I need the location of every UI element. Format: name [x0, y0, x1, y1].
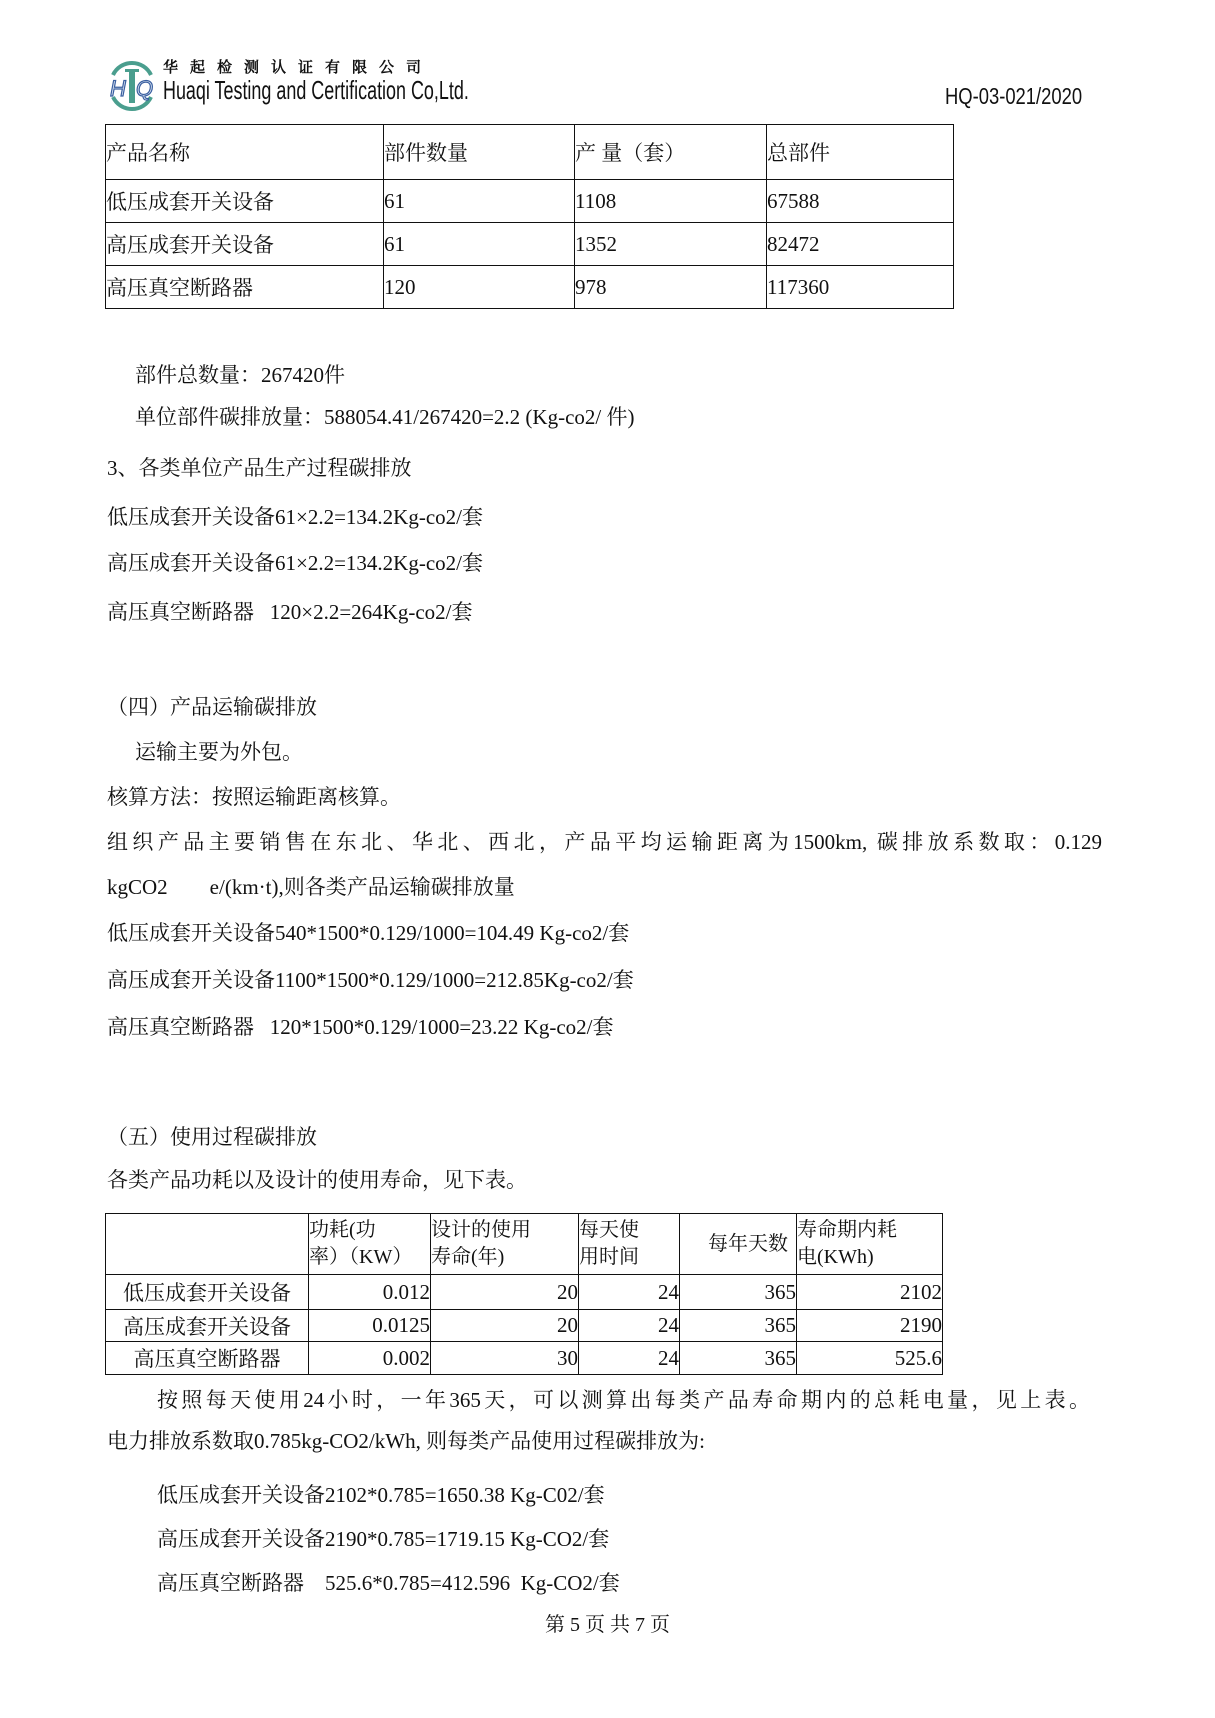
usage-line: 高压成套开关设备2190*0.785=1719.15 Kg-CO2/套 [157, 1527, 610, 1551]
cell-power: 0.012 [309, 1275, 431, 1310]
cell-product: 高压真空断路器 [106, 266, 384, 309]
transport-outsourced-text: 运输主要为外包。 [135, 740, 303, 764]
usage-calc-line2: 电力排放系数取0.785kg-CO2/kWh, 则每类产品使用过程碳排放为: [107, 1429, 705, 1453]
power-lifetime-table [105, 1213, 943, 1375]
table-row [106, 223, 954, 266]
header-total-parts: 总部件 [767, 125, 954, 180]
cell-part-count: 120 [384, 266, 575, 309]
cell-power: 0.002 [309, 1342, 431, 1375]
cell-design-life: 30 [431, 1342, 579, 1375]
transport-line: 高压成套开关设备1100*1500*0.129/1000=212.85Kg-co2/套 [107, 968, 634, 992]
logo-letter-left: H [110, 76, 126, 101]
cell-lifetime-energy: 2102 [797, 1275, 943, 1310]
header-line: 寿命(年) [431, 1246, 505, 1268]
production-line: 低压成套开关设备61×2.2=134.2Kg-co2/套 [107, 505, 483, 529]
cell-part-count: 61 [384, 180, 575, 223]
header-line: 寿命期内耗 [797, 1219, 897, 1241]
header-line: 率）（KW） [309, 1246, 413, 1268]
header-line: 每年天数 [708, 1232, 788, 1255]
production-heading: 3、各类单位产品生产过程碳排放 [107, 456, 412, 480]
header-line: 功耗(功 [309, 1219, 376, 1241]
cell-daily-hours: 24 [579, 1342, 680, 1375]
usage-calc-line1: 按照每天使用24小时，一年365天，可以测算出每类产品寿命期内的总耗电量，见上表。 [157, 1388, 1090, 1412]
cell-output: 1352 [575, 223, 767, 266]
header-power [309, 1214, 431, 1275]
cell-daily-hours: 24 [579, 1275, 680, 1310]
transport-description-line2: kgCO2 e/(km·t),则各类产品运输碳排放量 [107, 875, 515, 899]
document-code: HQ-03-021/2020 [945, 83, 1083, 109]
usage-heading: （五）使用过程碳排放 [107, 1125, 317, 1149]
logo-center-bar-top [125, 69, 139, 72]
cell-output: 1108 [575, 180, 767, 223]
logo-center-bar [129, 69, 135, 103]
header-line: 电(KWh) [797, 1246, 874, 1268]
transport-heading: （四）产品运输碳排放 [107, 695, 317, 719]
header-output: 产 量（套） [575, 125, 767, 180]
header-corner-empty [106, 1214, 309, 1275]
unit-emission-text: 单位部件碳排放量：588054.41/267420=2.2 (Kg-co2/ 件) [135, 405, 635, 429]
cell-part-count: 61 [384, 223, 575, 266]
cell-total-parts: 82472 [767, 223, 954, 266]
header-days-per-year [680, 1214, 797, 1275]
cell-total-parts: 67588 [767, 180, 954, 223]
total-parts-text: 部件总数量：267420件 [135, 363, 345, 387]
header-daily-hours [579, 1214, 680, 1275]
header-lifetime-energy [797, 1214, 943, 1275]
cell-output: 978 [575, 266, 767, 309]
cell-design-life: 20 [431, 1275, 579, 1310]
table-row [106, 1275, 943, 1310]
cell-days-per-year: 365 [680, 1310, 797, 1342]
header-line: 每天使 [579, 1219, 639, 1241]
usage-line: 高压真空断路器 525.6*0.785=412.596 Kg-CO2/套 [157, 1571, 620, 1595]
transport-description-line1: 组织产品主要销售在东北、华北、西北，产品平均运输距离为1500km, 碳排放系数取：0.129 [107, 830, 1102, 854]
usage-intro-text: 各类产品功耗以及设计的使用寿命，见下表。 [107, 1168, 527, 1192]
cell-product: 高压成套开关设备 [106, 1310, 309, 1342]
cell-product: 高压成套开关设备 [106, 223, 384, 266]
table-row [106, 1310, 943, 1342]
company-name-en: Huaqi Testing and Certification Co,Ltd. [163, 75, 469, 105]
header-line: 设计的使用 [431, 1219, 531, 1241]
header-line: 用时间 [579, 1246, 639, 1268]
header-part-count: 部件数量 [384, 125, 575, 180]
cell-power: 0.0125 [309, 1310, 431, 1342]
parts-count-table [105, 124, 954, 309]
cell-daily-hours: 24 [579, 1310, 680, 1342]
logo-letter-right: Q [136, 76, 154, 101]
usage-line: 低压成套开关设备2102*0.785=1650.38 Kg-C02/套 [157, 1483, 605, 1507]
transport-line: 低压成套开关设备540*1500*0.129/1000=104.49 Kg-co2/套 [107, 921, 630, 945]
cell-lifetime-energy: 525.6 [797, 1342, 943, 1375]
cell-total-parts: 117360 [767, 266, 954, 309]
table-row [106, 266, 954, 309]
table-row [106, 180, 954, 223]
transport-line: 高压真空断路器 120*1500*0.129/1000=23.22 Kg-co2/套 [107, 1015, 614, 1039]
production-line: 高压真空断路器 120×2.2=264Kg-co2/套 [107, 600, 473, 624]
company-logo-icon [108, 57, 156, 113]
table-header-row [106, 1214, 943, 1275]
cell-design-life: 20 [431, 1310, 579, 1342]
cell-product: 低压成套开关设备 [106, 180, 384, 223]
header-product-name: 产品名称 [106, 125, 384, 180]
cell-product: 低压成套开关设备 [106, 1275, 309, 1310]
cell-product: 高压真空断路器 [106, 1342, 309, 1375]
cell-days-per-year: 365 [680, 1275, 797, 1310]
cell-lifetime-energy: 2190 [797, 1310, 943, 1342]
company-name-cn: 华起检测认证有限公司 [163, 58, 434, 76]
table-header-row [106, 125, 954, 180]
cell-days-per-year: 365 [680, 1342, 797, 1375]
transport-method-text: 核算方法：按照运输距离核算。 [107, 785, 401, 809]
header-design-life [431, 1214, 579, 1275]
page-number: 第 5 页 共 7 页 [545, 1614, 670, 1636]
production-line: 高压成套开关设备61×2.2=134.2Kg-co2/套 [107, 551, 483, 575]
table-row [106, 1342, 943, 1375]
